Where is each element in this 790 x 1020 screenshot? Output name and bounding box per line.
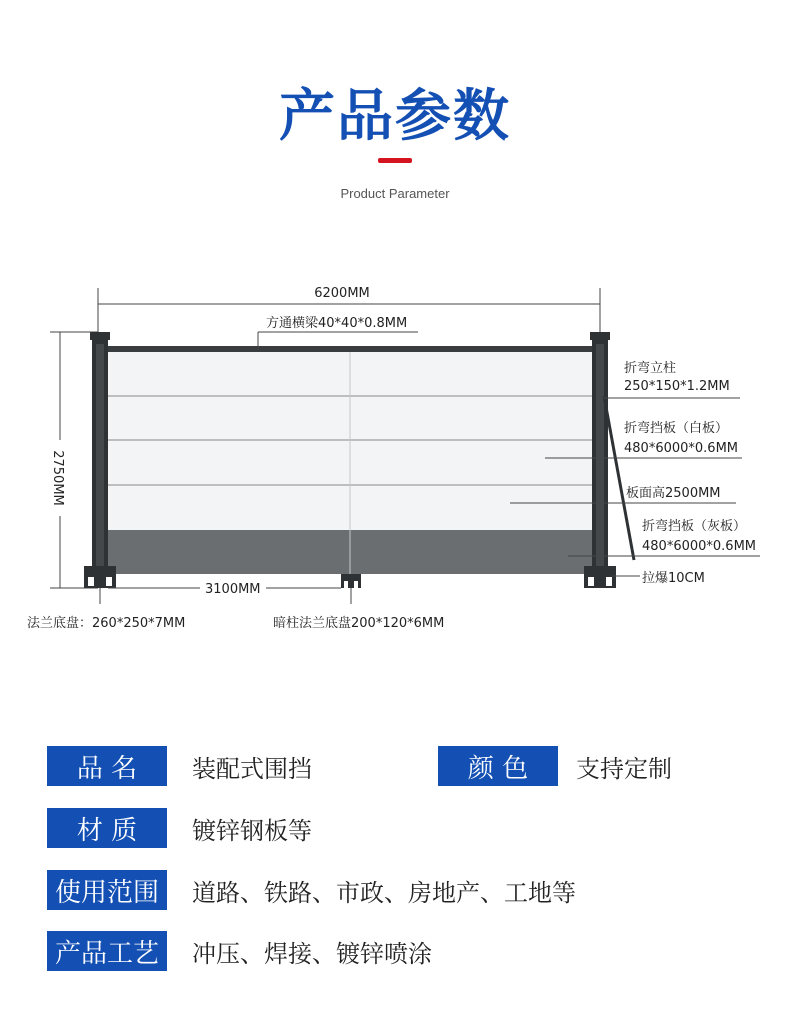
white-panel-label-2: 480*6000*0.6MM <box>624 441 739 456</box>
process-value: 冲压、焊接、镀锌喷涂 <box>192 939 432 968</box>
anchor-label: 拉爆10CM <box>642 571 705 586</box>
page-title: 产品参数 <box>279 84 511 149</box>
page-subtitle: Product Parameter <box>340 186 450 201</box>
param-row-name <box>0 746 790 786</box>
left-flange-hole-r <box>106 577 112 586</box>
column-label-2: 250*150*1.2MM <box>624 379 730 394</box>
material-value: 镀锌钢板等 <box>192 816 312 845</box>
hidden-flange-label: 暗柱法兰底盘200*120*6MM <box>273 616 445 631</box>
left-flange-hole-l <box>88 577 94 586</box>
param-row-process <box>0 931 790 971</box>
middle-flange-hole-r <box>354 581 358 588</box>
name-key-badge: 品 名 <box>47 746 167 786</box>
usage-key-badge: 使用范围 <box>47 870 167 910</box>
right-flange-hole-r <box>606 577 612 586</box>
white-panel-label-1: 折弯挡板（白板） <box>624 421 729 436</box>
half-span-label: 3100MM <box>205 582 261 597</box>
right-flange-hole-l <box>588 577 594 586</box>
param-row-usage <box>0 870 790 910</box>
beam-label: 方通横梁40*40*0.8MM <box>266 316 408 331</box>
grey-panel-label-1: 折弯挡板（灰板） <box>642 519 747 534</box>
material-key-badge: 材 质 <box>47 808 167 848</box>
left-post-inner <box>96 344 104 566</box>
width-label: 6200MM <box>314 286 370 301</box>
grey-panel-label-2: 480*6000*0.6MM <box>642 539 757 554</box>
param-row-material <box>0 808 790 848</box>
top-beam <box>96 346 606 352</box>
process-key-badge: 产品工艺 <box>47 931 167 971</box>
flange-base-label: 法兰底盘：260*250*7MM <box>27 616 186 631</box>
right-post-cap <box>590 332 610 340</box>
left-post-cap <box>90 332 110 340</box>
usage-value: 道路、铁路、市政、房地产、工地等 <box>192 878 576 907</box>
color-value: 支持定制 <box>576 754 672 783</box>
column-label-1: 折弯立柱 <box>624 361 677 376</box>
name-value: 装配式围挡 <box>192 754 312 783</box>
middle-flange-hole-l <box>344 581 348 588</box>
right-post-inner <box>596 344 604 566</box>
color-key-badge: 颜 色 <box>438 746 558 786</box>
board-height-label: 板面高2500MM <box>626 486 721 501</box>
height-label: 2750MM <box>50 450 65 506</box>
